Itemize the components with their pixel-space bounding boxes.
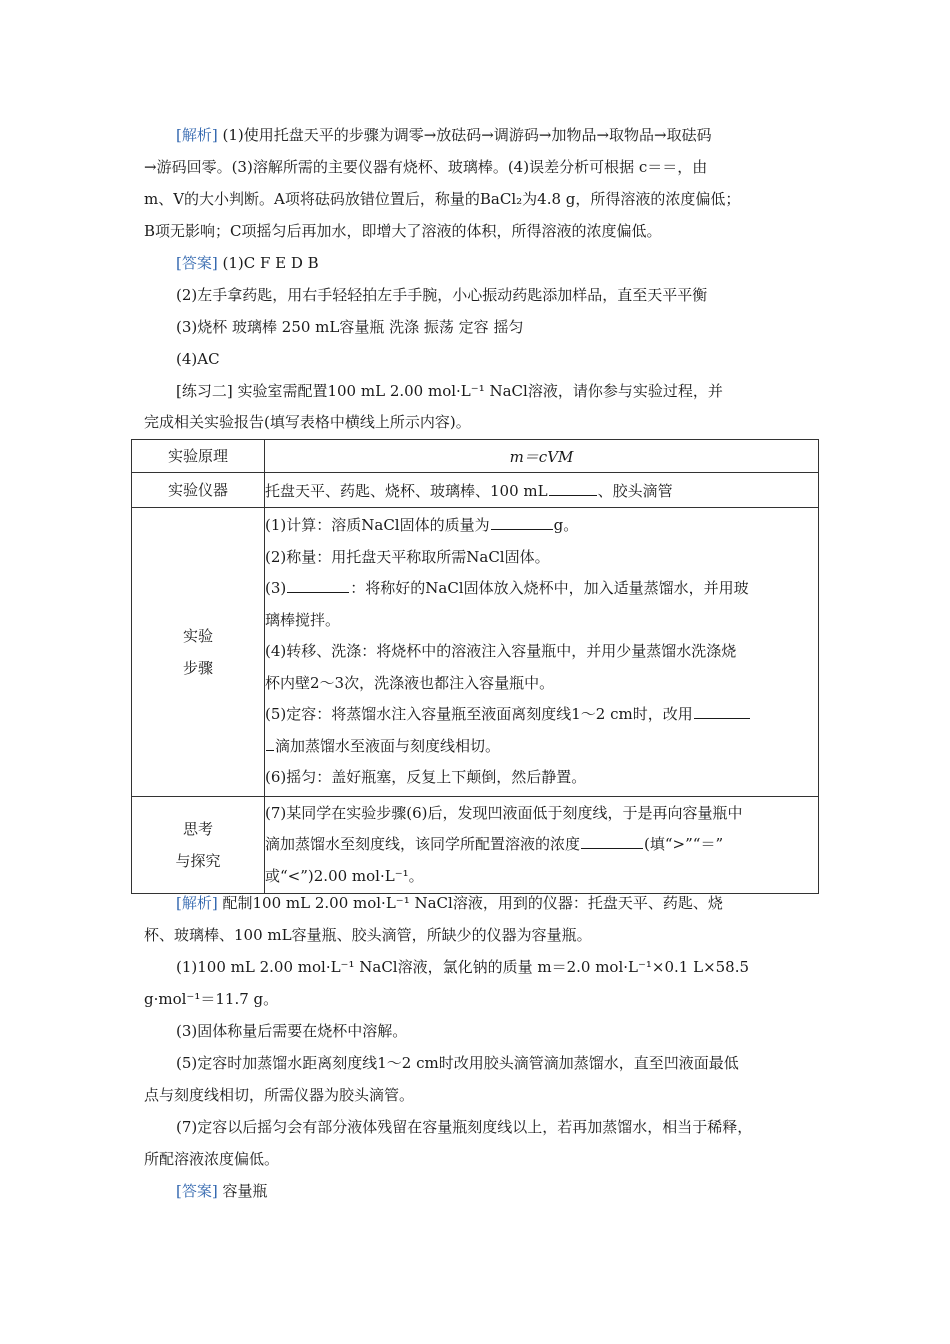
analysis1-line1 [176,120,712,150]
step3-num: (3) [265,579,287,598]
analysis1-line4: B项无影响；C项摇匀后再加水，即增大了溶液的体积，所得溶液的浓度偏低。 [144,222,662,240]
think-label [132,797,265,894]
answer1-line4: (4)AC [176,350,220,368]
analysis2-p5-line1: (5)定容时加蒸馏水距离刻度线1～2 cm时改用胶头滴管滴加蒸馏水，直至凹液面最低 [176,1054,739,1072]
think-line3: 或“<”)2.00 mol·L⁻¹。 [265,866,424,885]
step5-line2 [265,731,818,763]
instruments-label: 实验仪器 [132,473,265,508]
experiment-report-table [131,439,819,894]
step5-blank[interactable] [694,702,750,719]
answer2-line [176,1176,268,1206]
answer1-text1: (1)C F E D B [217,254,319,272]
exercise-line1: [练习二] 实验室需配置100 mL 2.00 mol·L⁻¹ NaCl溶液，请你参与实验过程，并 [176,382,723,400]
instruments-text: 托盘天平、药匙、烧杯、玻璃棒、100 mL [265,482,548,500]
table-row-principle [132,440,819,473]
step1 [265,510,818,542]
step1-text: (1)计算：溶质NaCl固体的质量为 [265,516,490,535]
analysis2-p7-line2: 所配溶液浓度偏低。 [144,1150,280,1168]
principle-label: 实验原理 [132,440,265,473]
analysis-tag: [解析] [176,126,218,144]
analysis1-line3: m、V的大小判断。A项将砝码放错位置后，称量的BaCl₂为4.8 g，所得溶液的浓度偏低； [144,190,741,208]
think-text2-end: (填“>”“＝” [644,835,724,854]
answer-tag: [答案] [176,254,218,272]
steps-label [132,508,265,797]
step6: (6)摇匀：盖好瓶塞，反复上下颠倒，然后静置。 [265,768,587,787]
think-cell [265,797,819,894]
step1-unit: g。 [553,516,579,535]
analysis2-p5-line2: 点与刻度线相切，所需仪器为胶头滴管。 [144,1086,415,1104]
step5-text2: 滴加蒸馏水至液面与刻度线相切。 [275,736,501,755]
step3-blank[interactable] [287,576,349,593]
analysis2-text1: 配制100 mL 2.00 mol·L⁻¹ NaCl溶液，用到的仪器：托盘天平、药匙、烧 [217,894,723,912]
think-line1: (7)某同学在实验步骤(6)后，发现凹液面低于刻度线，于是再向容量瓶中 [265,803,743,822]
step5-blank-cont[interactable] [266,734,274,751]
comparison-blank[interactable] [581,832,643,849]
analysis-tag-2: [解析] [176,894,218,912]
table-row-steps [132,508,819,797]
answer2-text: 容量瓶 [217,1182,268,1200]
instrument-blank[interactable] [549,479,597,496]
think-label-line2: 与探究 [175,852,221,870]
analysis2-p7-line1: (7)定容以后摇匀会有部分液体残留在容量瓶刻度线以上，若再加蒸馏水，相当于稀释， [176,1118,753,1136]
table-row-instruments [132,473,819,508]
analysis2-p1-line1: (1)100 mL 2.00 mol·L⁻¹ NaCl溶液，氯化钠的质量 m＝2.0 mol·L⁻¹×0.1 L×58.5 [176,958,750,976]
step5-line1 [265,699,818,731]
answer1-line3: (3)烧杯 玻璃棒 250 mL容量瓶 洗涤 振荡 定容 摇匀 [176,318,524,336]
answer1-line1 [176,248,319,278]
analysis2-line1 [176,888,723,918]
steps-label-line1: 实验 [182,627,213,645]
step4-line1: (4)转移、洗涤：将烧杯中的溶液注入容量瓶中，并用少量蒸馏水洗涤烧 [265,642,737,661]
step3 [265,573,818,605]
analysis2-line2: 杯、玻璃棒、100 mL容量瓶、胶头滴管，所缺少的仪器为容量瓶。 [144,926,592,944]
step4-line2: 杯内壁2～3次，洗涤液也都注入容量瓶中。 [265,673,555,692]
analysis1-line2: →游码回零。(3)溶解所需的主要仪器有烧杯、玻璃棒。(4)误差分析可根据 c＝＝，由 [144,158,708,176]
analysis2-p3: (3)固体称量后需要在烧杯中溶解。 [176,1022,408,1040]
steps-cell [265,508,819,797]
instruments-text-end: 、胶头滴管 [597,482,673,500]
table-row-think [132,797,819,894]
exercise-line2: 完成相关实验报告(填写表格中横线上所示内容)。 [144,413,471,431]
analysis2-p1-line2: g·mol⁻¹＝11.7 g。 [144,990,279,1008]
step3-line2: 璃棒搅拌。 [265,610,341,629]
instruments-cell [265,473,819,508]
answer-tag-2: [答案] [176,1182,218,1200]
analysis1-text1: (1)使用托盘天平的步骤为调零→放砝码→调游码→加物品→取物品→取砝码 [217,126,712,144]
steps-label-line2: 步骤 [182,659,213,677]
think-label-line1: 思考 [182,820,213,838]
answer1-line2: (2)左手拿药匙，用右手轻轻拍左手手腕，小心振动药匙添加样品，直至天平平衡 [176,286,708,304]
principle-value: m＝cVM [265,440,819,473]
step5-text: (5)定容：将蒸馏水注入容量瓶至液面离刻度线1～2 cm时，改用 [265,705,693,724]
think-text2: 滴加蒸馏水至刻度线，该同学所配置溶液的浓度 [265,835,581,854]
think-line2 [265,829,818,861]
mass-blank[interactable] [491,513,553,530]
step3-text: ：将称好的NaCl固体放入烧杯中，加入适量蒸馏水，并用玻 [350,579,749,598]
step2: (2)称量：用托盘天平称取所需NaCl固体。 [265,547,550,566]
